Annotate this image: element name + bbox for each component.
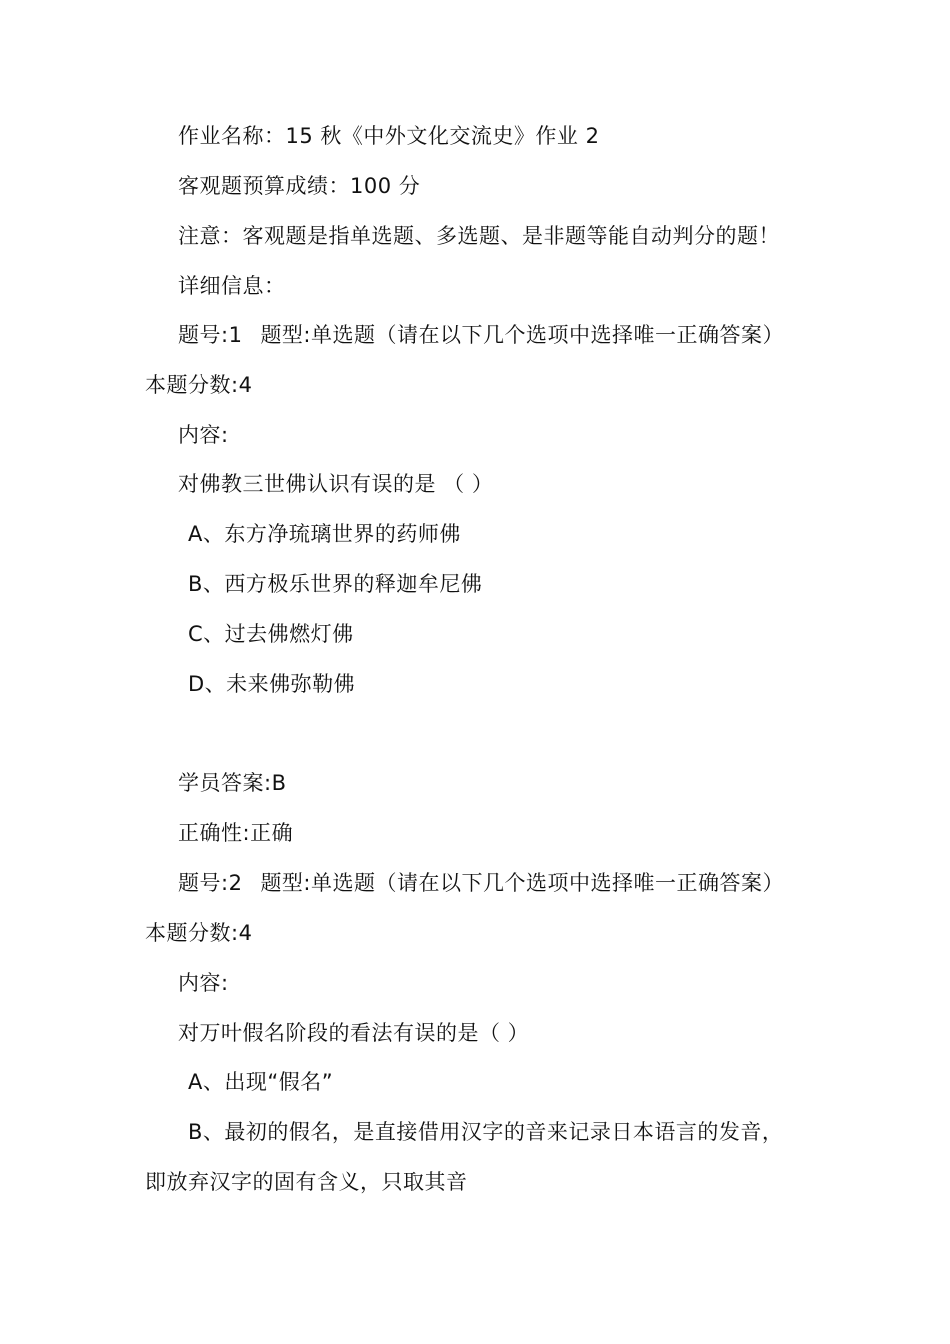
option-b-continuation: 即放弃汉字的固有含义，只取其音 [145, 1170, 468, 1194]
question-type: 题型:单选题（请在以下几个选项中选择唯一正确答案） [260, 323, 785, 347]
question-score: 本题分数:4 [145, 921, 253, 945]
option-b: B、最初的假名，是直接借用汉字的音来记录日本语言的发音， [188, 1120, 784, 1144]
option-d: D、未来佛弥勒佛 [188, 672, 356, 696]
assignment-name: 作业名称：15 秋《中外文化交流史》作业 2 [178, 124, 600, 148]
question-type: 题型:单选题（请在以下几个选项中选择唯一正确答案） [260, 871, 785, 895]
option-a: A、出现“假名” [188, 1070, 334, 1094]
correctness: 正确性:正确 [178, 821, 294, 845]
details-label: 详细信息： [178, 274, 286, 298]
question-stem: 对佛教三世佛认识有误的是 （ ） [178, 472, 494, 496]
question-stem: 对万叶假名阶段的看法有误的是（ ） [178, 1021, 530, 1045]
question-number: 题号:1 [178, 323, 243, 347]
content-label: 内容: [178, 423, 229, 447]
option-b: B、西方极乐世界的释迦牟尼佛 [188, 572, 483, 596]
objective-score: 客观题预算成绩：100 分 [178, 174, 421, 198]
question-number: 题号:2 [178, 871, 243, 895]
note-text: 注意：客观题是指单选题、多选题、是非题等能自动判分的题！ [178, 224, 780, 248]
question-1-header [178, 320, 784, 350]
content-label: 内容: [178, 971, 229, 995]
student-answer: 学员答案:B [178, 771, 287, 795]
question-score: 本题分数:4 [145, 373, 253, 397]
question-2-header [178, 868, 784, 898]
option-c: C、过去佛燃灯佛 [188, 622, 354, 646]
option-a: A、东方净琉璃世界的药师佛 [188, 522, 461, 546]
